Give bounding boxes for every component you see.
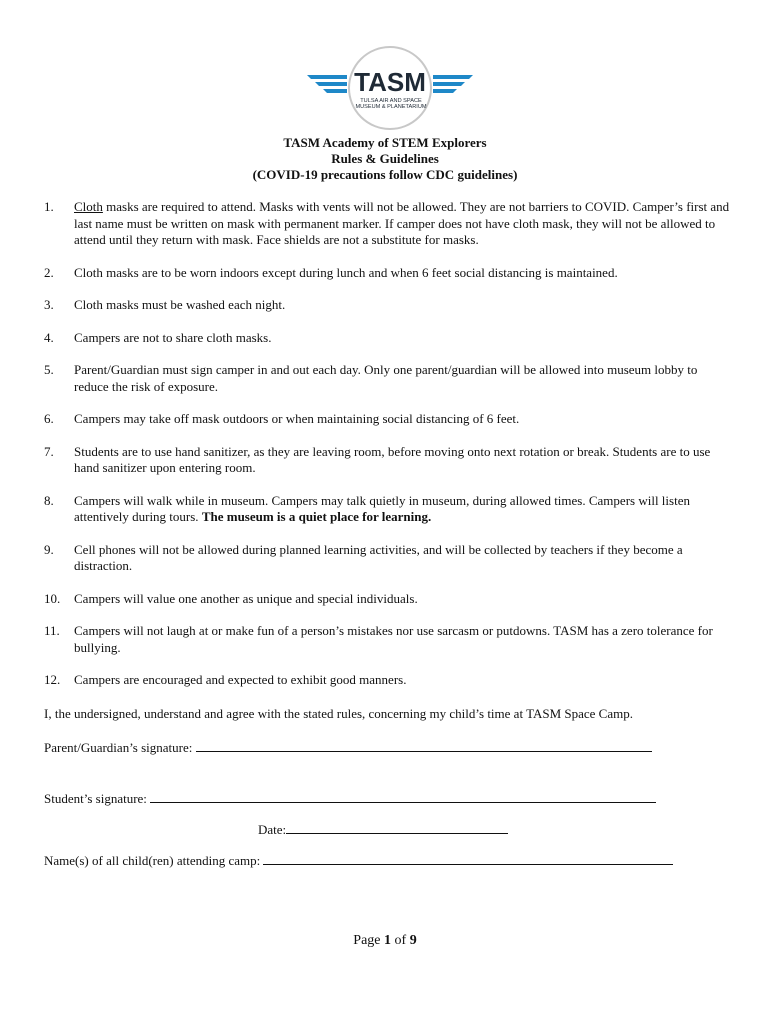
rule-text: Campers are encouraged and expected to exhibit good manners. (74, 672, 407, 687)
parent-signature-field[interactable] (196, 739, 652, 752)
rule-item (44, 199, 734, 249)
rule-item (44, 623, 734, 656)
rule-number: 11. (44, 623, 60, 638)
doc-note: (COVID-19 precautions follow CDC guidelines) (252, 167, 518, 182)
rule-number: 9. (44, 541, 54, 557)
rule-number: 5. (44, 362, 54, 377)
date-field[interactable] (286, 821, 508, 834)
parent-signature-row (44, 739, 652, 756)
rule-item (44, 265, 734, 282)
rule-text: Campers are not to share cloth masks. (74, 329, 272, 345)
rule-text: Cell phones will not be allowed during planned learning activities, and will be collected by teachers if they become a distraction. (74, 541, 683, 573)
page-indicator: Page 1 of 9 (353, 933, 417, 948)
rule-text: Cloth masks are required to attend. Masks with vents will not be allowed. They are not barriers to COVID. Camper’s first and last name must be written on mask with permanent marker. If camper does not have cloth mask, they will not be allowed to attend until they return with mask. Face shields are not a substitute for masks. (74, 199, 730, 247)
rule-item (44, 672, 734, 689)
tasm-logo-graphic (305, 44, 475, 132)
logo-line2: MUSEUM & PLANETARIUM (355, 104, 427, 110)
total-pages-number: 9 (409, 933, 417, 948)
rule-item (44, 362, 734, 395)
parent-signature-label: Parent/Guardian’s signature: (44, 740, 196, 755)
rule-number: 4. (44, 329, 54, 345)
rule-text: Cloth masks are to be worn indoors except during lunch and when 6 feet social distancing is maintained. (74, 264, 618, 280)
rule-item (44, 493, 734, 526)
rules-list (44, 199, 734, 689)
logo-line1: TULSA AIR AND SPACE (360, 98, 422, 104)
rule-item (44, 297, 734, 314)
rule-text: Students are to use hand sanitizer, as they are leaving room, before moving onto next rotation or break. Students are to use hand sanitizer upon entering room. (74, 443, 711, 475)
rule-number: 3. (44, 297, 54, 312)
rule-item (44, 411, 734, 428)
rule-item (44, 330, 734, 347)
rule-item (44, 591, 734, 608)
children-names-row (44, 852, 673, 869)
rule-text: Cloth masks must be washed each night. (74, 297, 286, 312)
rule-number: 10. (44, 590, 61, 606)
rule-lead-word: Cloth (74, 199, 103, 214)
rule-number: 7. (44, 443, 54, 459)
children-names-label: Name(s) of all child(ren) attending camp: (44, 853, 264, 868)
doc-title: TASM Academy of STEM Explorers (283, 135, 487, 150)
rule-text: Campers will not laugh at or make fun of a person’s mistakes nor use sarcasm or putdowns. TASM has a zero tolerance for bullying. (74, 623, 713, 655)
logo-wordmark: TASM (354, 67, 426, 97)
rule-item (44, 542, 734, 575)
current-page-number: 1 (384, 933, 392, 948)
student-signature-field[interactable] (150, 790, 656, 803)
rule-number: 8. (44, 492, 54, 508)
rule-number: 2. (44, 264, 54, 280)
rule-text: Parent/Guardian must sign camper in and out each day. Only one parent/guardian will be allowed into museum lobby to reduce the risk of exposure. (74, 362, 698, 394)
date-label: Date: (258, 822, 287, 837)
date-row (258, 821, 508, 838)
agreement-text: I, the undersigned, understand and agree with the stated rules, concerning my child’s time at TASM Space Camp. (44, 706, 633, 721)
rule-number: 6. (44, 411, 54, 426)
student-signature-label: Student’s signature: (44, 791, 151, 806)
rule-text: Campers may take off mask outdoors or when maintaining social distancing of 6 feet. (74, 411, 520, 426)
rule-text: Campers will value one another as unique and special individuals. (74, 590, 418, 606)
children-names-field[interactable] (263, 852, 673, 865)
rule-item (44, 444, 734, 477)
tasm-logo (305, 44, 475, 132)
student-signature-row (44, 790, 656, 807)
rule-number: 1. (44, 199, 54, 214)
rule-bold-emphasis: The museum is a quiet place for learning. (201, 509, 432, 524)
doc-subtitle: Rules & Guidelines (331, 151, 439, 166)
rule-number: 12. (44, 672, 61, 687)
rule-text: Campers will walk while in museum. Campers may talk quietly in museum, during allowed times. Campers will listen attentively during tours. The museum is a quiet place for learning. (74, 492, 690, 524)
